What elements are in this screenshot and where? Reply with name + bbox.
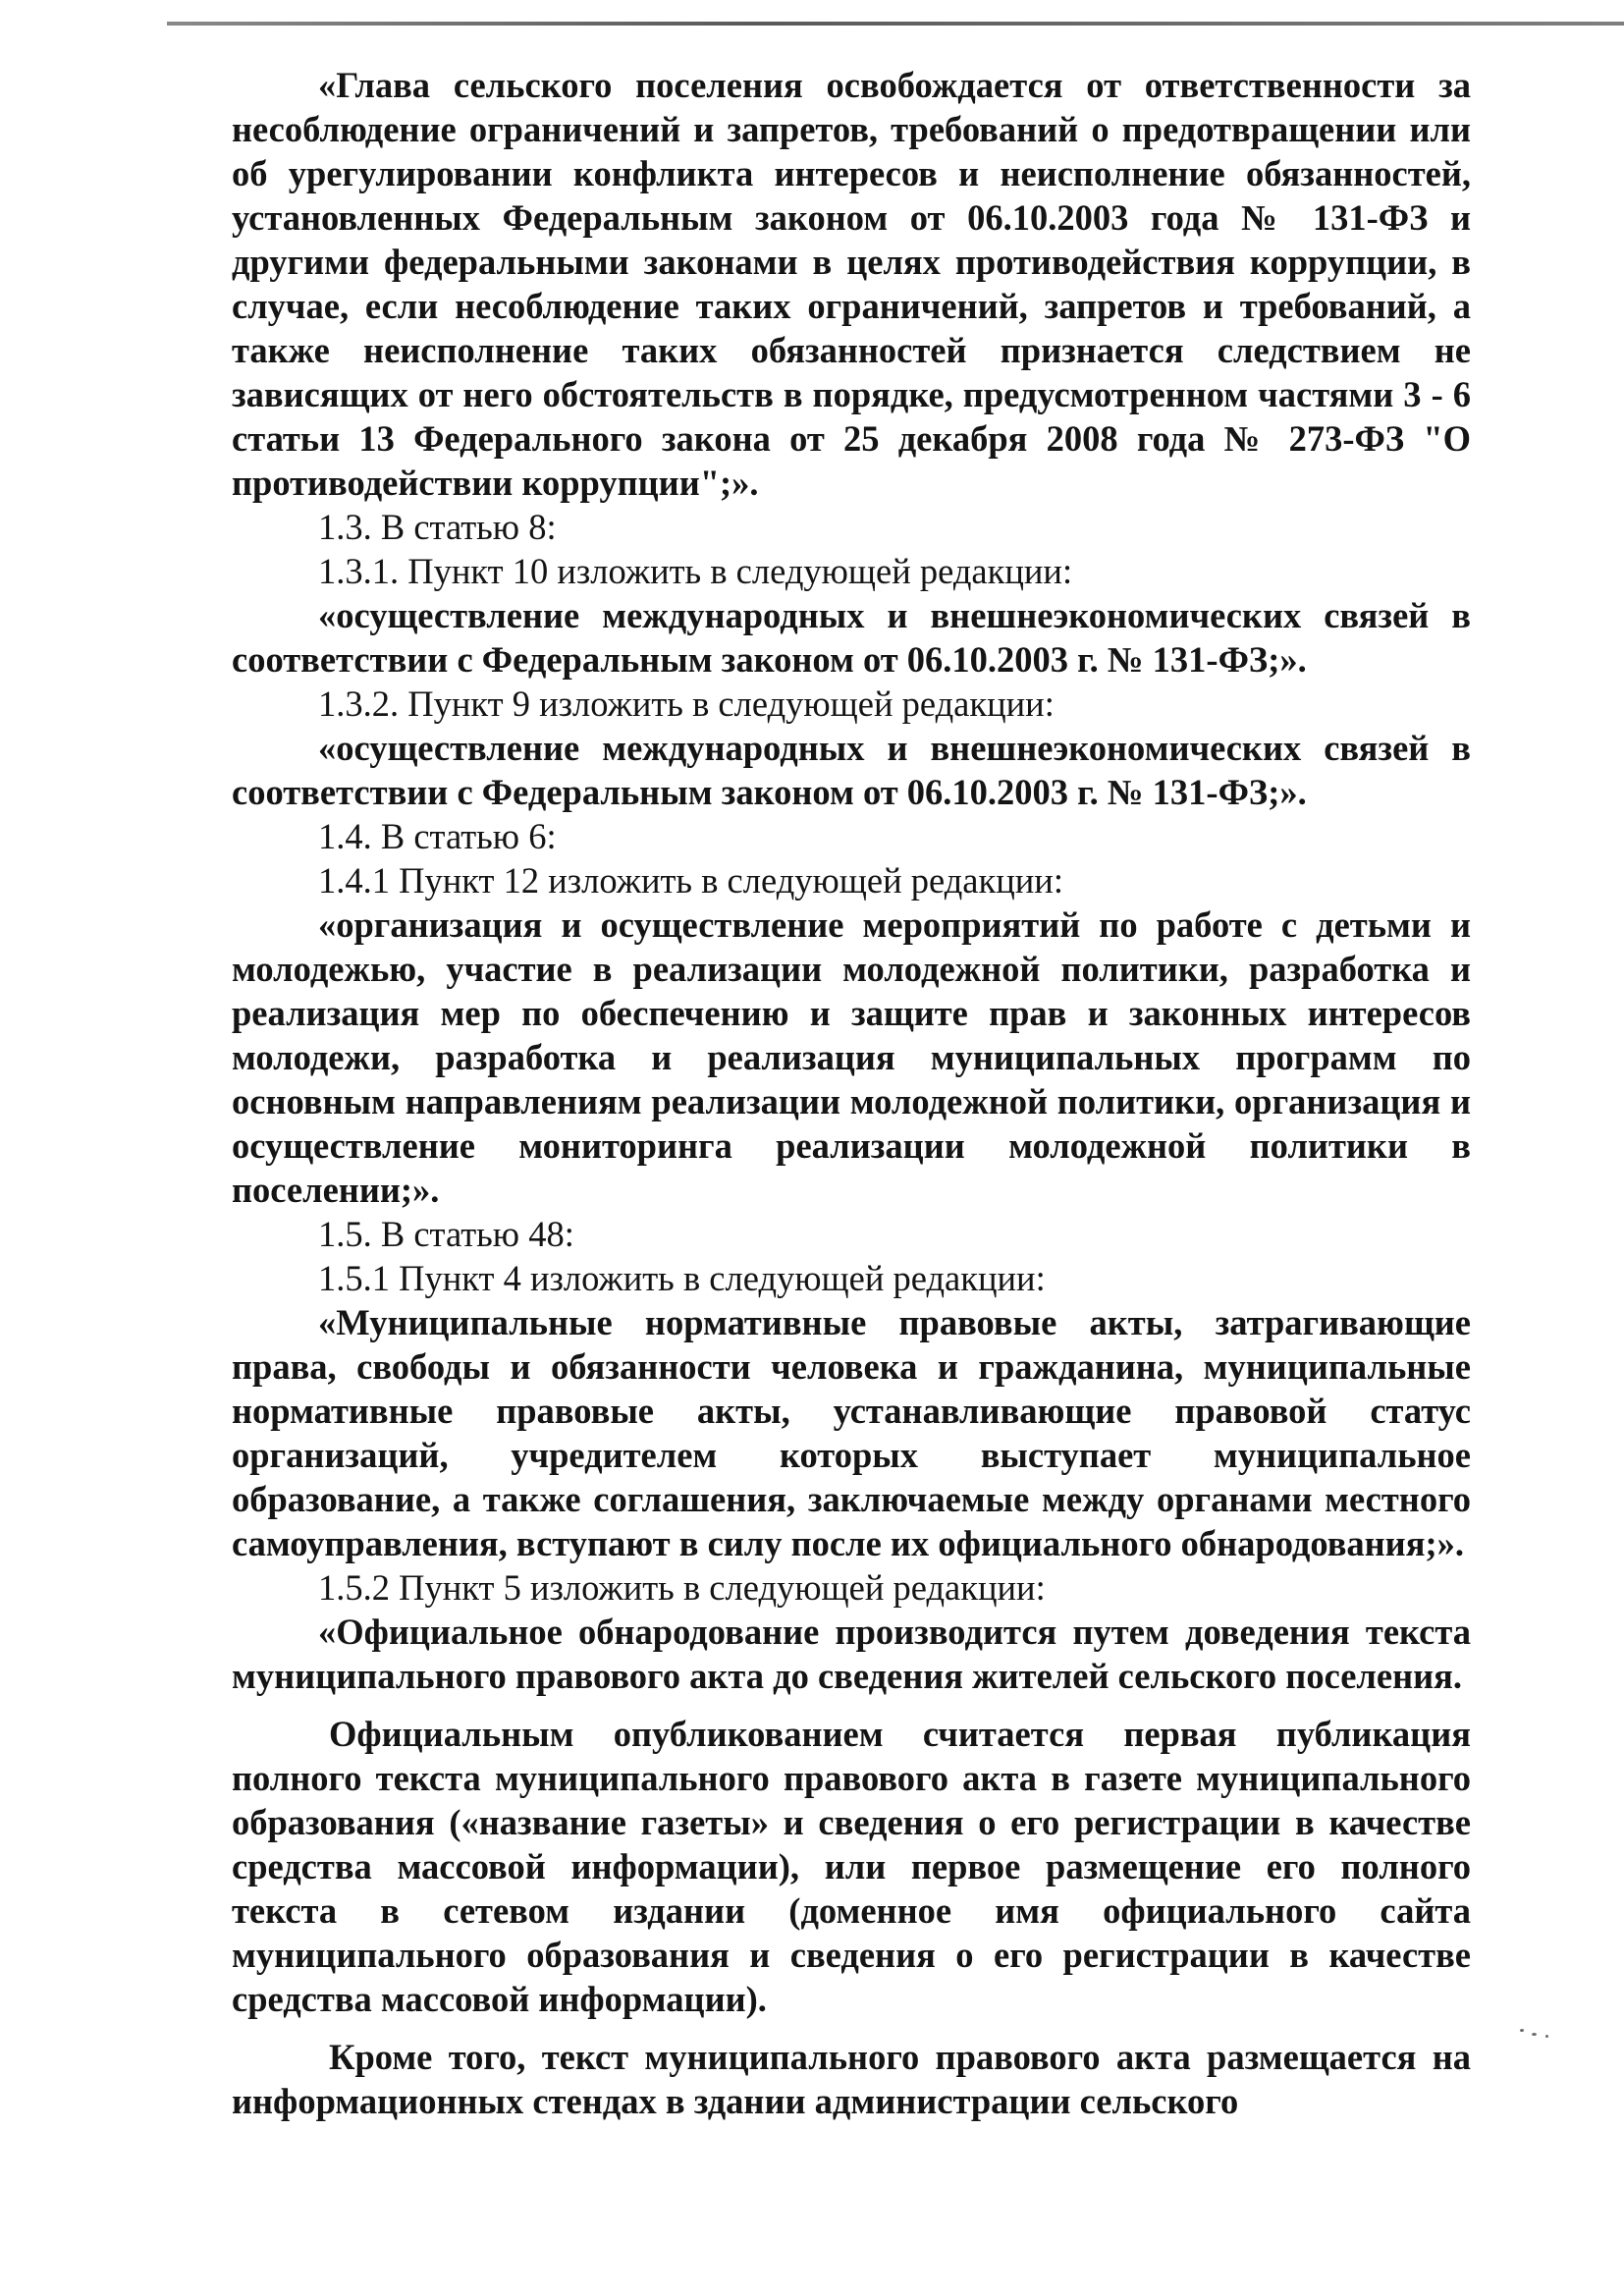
paragraph-official-promulgation: «Официальное обнародование производится путем доведения текста муниципального правового акта до сведения жителей сельского поселения. — [232, 1612, 1471, 1696]
paragraph-municipal-acts: «Муниципальные нормативные правовые акты, затрагивающие права, свободы и обязанности человека и гражданина, муниципальные нормативные правовые акты, устанавливающие правовой статус организаций, учредителем которых выступает муниципальное образование, а также соглашения, заключаемые между органами местного самоуправления, вступают в силу после их официального обнародования;». — [232, 1302, 1471, 1563]
scan-speck — [1545, 2035, 1548, 2038]
paragraph-1-3-2: 1.3.2. Пункт 9 изложить в следующей редакции: — [318, 683, 1055, 724]
paragraph-information-stands: Кроме того, текст муниципального правового акта размещается на информационных стендах в здании администрации сельского — [232, 2037, 1471, 2121]
scan-speck — [1520, 2029, 1524, 2032]
paragraph-youth-policy: «организация и осуществление мероприятий по работе с детьми и молодежью, участие в реализации молодежной политики, разработка и реализация мер по обеспечению и защите прав и законных интересов молодежи, разработка и реализация муниципальных программ по основным направлениям реализации молодежной политики, организация и осуществление мониторинга реализации молодежной политики в поселении;». — [232, 904, 1471, 1210]
scan-speck — [1532, 2033, 1537, 2036]
document-page — [232, 63, 1471, 2123]
paragraph-1-4: 1.4. В статью 6: — [318, 816, 557, 856]
paragraph-international-relations-2: «осуществление международных и внешнеэкономических связей в соответствии с Федеральным законом от 06.10.2003 г. № 131-ФЗ;». — [232, 728, 1471, 812]
paragraph-1-4-1: 1.4.1 Пункт 12 изложить в следующей редакции: — [318, 860, 1063, 901]
paragraph-1-3: 1.3. В статью 8: — [318, 507, 557, 547]
paragraph-head-liability: «Глава сельского поселения освобождается от ответственности за несоблюдение ограничений и запретов, требований о предотвращении или об урегулировании конфликта интересов и неисполнение обязанностей, установленных Федеральным законом от 06.10.2003 года № 131-ФЗ и другими федеральными законами в целях противодействия коррупции, в случае, если несоблюдение таких ограничений, запретов и требований, а также неисполнение таких обязанностей признается следствием не зависящих от него обстоятельств в порядке, предусмотренном частями 3 - 6 статьи 13 Федерального закона от 25 декабря 2008 года № 273-ФЗ "О противодействии коррупции";». — [232, 65, 1471, 503]
paragraph-1-3-1: 1.3.1. Пункт 10 изложить в следующей редакции: — [318, 551, 1073, 591]
scan-edge-line — [167, 22, 1624, 26]
paragraph-1-5: 1.5. В статью 48: — [318, 1214, 574, 1254]
paragraph-international-relations-1: «осуществление международных и внешнеэкономических связей в соответствии с Федеральным законом от 06.10.2003 г. № 131-ФЗ;». — [232, 595, 1471, 680]
paragraph-1-5-2: 1.5.2 Пункт 5 изложить в следующей редакции: — [318, 1567, 1046, 1608]
paragraph-1-5-1: 1.5.1 Пункт 4 изложить в следующей редакции: — [318, 1258, 1046, 1298]
paragraph-official-publication: Официальным опубликованием считается первая публикация полного текста муниципального правового акта в газете муниципального образования («название газеты» и сведения о его регистрации в качестве средства массовой информации), или первое размещение его полного текста в сетевом издании (доменное имя официального сайта муниципального образования и сведения о его регистрации в качестве средства массовой информации). — [232, 1714, 1471, 2019]
